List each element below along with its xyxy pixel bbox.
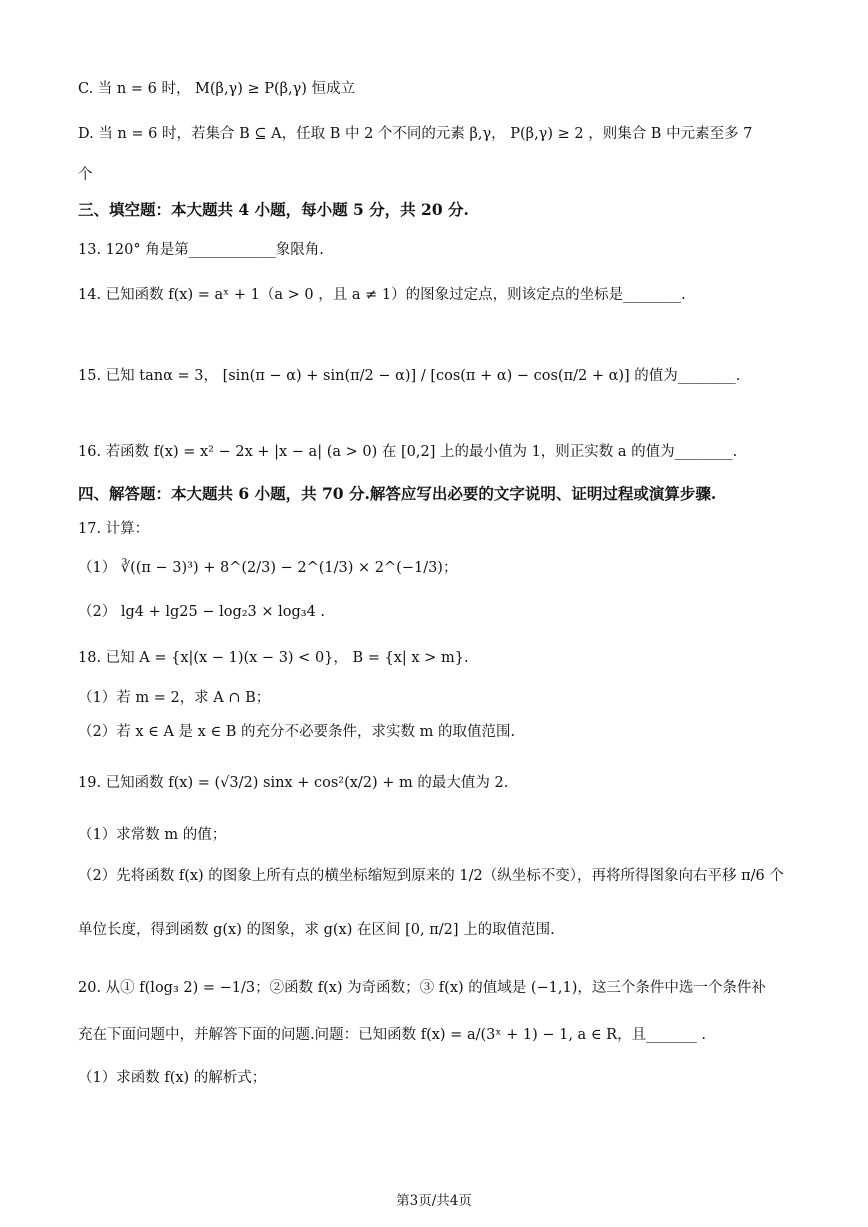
question-17: 17. 计算：	[78, 521, 150, 537]
question-15: 15. 已知 tanα = 3， [sin(π − α) + sin(π/2 − α)] / [cos(π + α) − cos(π/2 + α)] 的值为________.	[78, 368, 741, 384]
question-17-part-1: （1） ∛((π − 3)³) + 8^(2/3) − 2^(1/3) × 2^(−1/3)；	[78, 560, 458, 576]
page-footer: 第3页/共4页	[396, 1193, 472, 1209]
question-14: 14. 已知函数 f(x) = aˣ + 1（a > 0 ，且 a ≠ 1）的图象过定点，则该定点的坐标是________.	[78, 287, 686, 303]
question-19-part-1: （1）求常数 m 的值；	[78, 827, 227, 843]
question-16: 16. 若函数 f(x) = x² − 2x + |x − a| (a > 0) 在 [0,2] 上的最小值为 1，则正实数 a 的值为________.	[78, 444, 738, 460]
section-fill-in-heading: 三、填空题：本大题共 4 小题，每小题 5 分，共 20 分.	[78, 200, 469, 219]
option-c: C. 当 n = 6 时， M(β,γ) ≥ P(β,γ) 恒成立	[78, 81, 356, 97]
question-19-part-2-continued: 单位长度，得到函数 g(x) 的图象，求 g(x) 在区间 [0, π/2] 上的取值范围.	[78, 922, 555, 938]
option-d-continued: 个	[78, 167, 93, 183]
question-17-part-2: （2） lg4 + lg25 − log₂3 × log₃4 .	[78, 604, 326, 620]
question-19-part-2: （2）先将函数 f(x) 的图象上所有点的横坐标缩短到原来的 1/2（纵坐标不变），再将所得图象向右平移 π/6 个	[78, 868, 784, 884]
question-19: 19. 已知函数 f(x) = (√3/2) sinx + cos²(x/2) + m 的最大值为 2.	[78, 775, 509, 791]
question-18-part-2: （2）若 x ∈ A 是 x ∈ B 的充分不必要条件，求实数 m 的取值范围.	[78, 724, 516, 740]
option-d: D. 当 n = 6 时，若集合 B ⊆ A，任取 B 中 2 个不同的元素 β,γ， P(β,γ) ≥ 2 ，则集合 B 中元素至多 7	[78, 126, 753, 142]
question-20: 20. 从① f(log₃ 2) = −1/3；②函数 f(x) 为奇函数；③ f(x) 的值域是 (−1,1)，这三个条件中选一个条件补	[78, 980, 766, 996]
question-20-continued: 充在下面问题中，并解答下面的问题.问题：已知函数 f(x) = a/(3ˣ + 1) − 1, a ∈ R，且_______ .	[78, 1027, 707, 1043]
question-18: 18. 已知 A = {x|(x − 1)(x − 3) < 0}， B = {x| x > m}.	[78, 650, 469, 666]
question-20-part-1: （1）求函数 f(x) 的解析式；	[78, 1070, 267, 1086]
section-answer-heading: 四、解答题：本大题共 6 小题，共 70 分.解答应写出必要的文字说明、证明过程或演算步骤.	[78, 484, 717, 503]
question-13: 13. 120° 角是第____________象限角.	[78, 242, 324, 258]
question-18-part-1: （1）若 m = 2，求 A ∩ B；	[78, 690, 271, 706]
